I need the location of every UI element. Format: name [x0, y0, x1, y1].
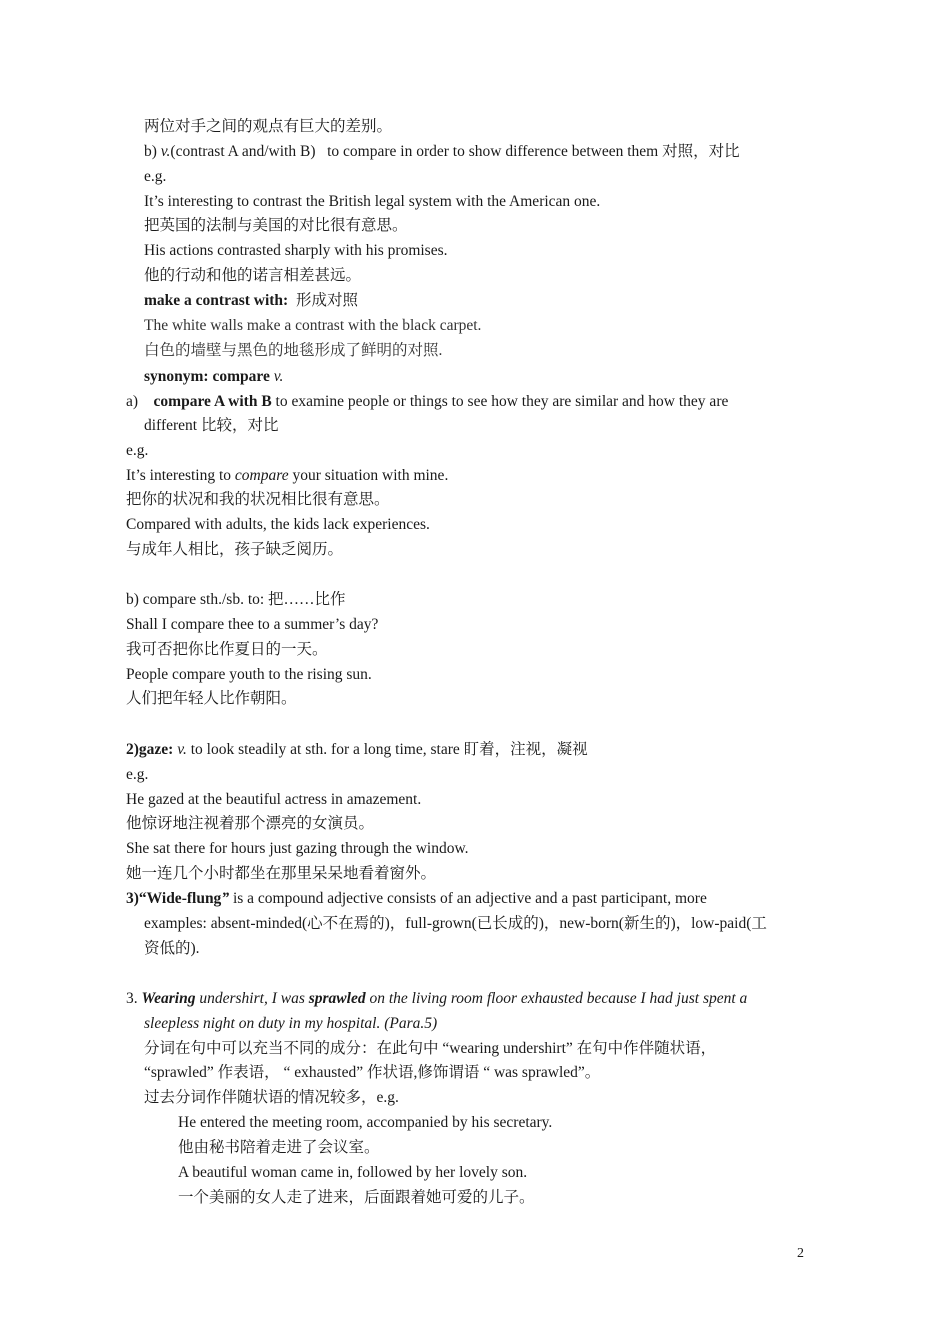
eg-label: e.g. [126, 766, 149, 783]
compare-example2-en: Compared with adults, the kids lack experiences. [126, 516, 430, 533]
compare-example1-cn: 把你的状况和我的状况相比很有意思。 [126, 491, 390, 508]
close-quote: ” [221, 890, 230, 907]
item3-note2: “sprawled” 作表语， “ exhausted” 作状语,修饰谓语 “ was sprawled”。 [144, 1064, 601, 1081]
contrast-verb-definition [144, 140, 740, 164]
eg-label: e.g. [126, 442, 149, 459]
headword: 2)gaze: [126, 741, 174, 758]
definition: to look steadily at sth. for a long time, stare 盯着，注视，凝视 [186, 741, 588, 758]
compare-b-definition: b) compare sth./sb. to: 把……比作 [126, 591, 346, 608]
page-number: 2 [797, 1246, 804, 1261]
keyword-sprawled: sprawled [308, 990, 366, 1007]
gaze-example1-cn: 他惊讶地注视着那个漂亮的女演员。 [126, 815, 375, 832]
item3-note3: 过去分词作伴随状语的情况较多，e.g. [144, 1089, 399, 1106]
synonym: synonym: compare [144, 368, 270, 385]
wideflung-line1 [126, 887, 707, 911]
number: 3. [126, 990, 142, 1007]
compare-example2-cn: 与成年人相比，孩子缺乏阅历。 [126, 541, 344, 558]
contrast-example1-en: It’s interesting to contrast the British legal system with the American one. [144, 193, 601, 210]
contrast-example2-en: His actions contrasted sharply with his promises. [144, 242, 448, 259]
label: a) [126, 393, 139, 410]
compare-a-definition [126, 390, 728, 414]
text: undershirt, I was [195, 990, 309, 1007]
wideflung-line2: examples: absent-minded(心不在焉的)，full-grown(已长成的)，new-born(新生的)，low-paid(工 [144, 915, 767, 932]
label: b) [144, 143, 161, 160]
item3-sentence [126, 987, 747, 1011]
definition: to compare in order to show difference between them 对照，对比 [327, 143, 740, 160]
phrase-cn: 形成对照 [295, 292, 358, 309]
synonym-pos: v. [273, 368, 284, 385]
item3-example1-cn: 他由秘书陪着走进了会议室。 [178, 1139, 380, 1156]
contrast-example0-cn: 两位对手之间的观点有巨大的差别。 [144, 118, 393, 135]
compare-example3-cn: 我可否把你比作夏日的一天。 [126, 641, 328, 658]
item3-note1: 分词在句中可以充当不同的成分：在此句中 “wearing undershirt” 在句中作伴随状语， [144, 1040, 717, 1057]
pos: v. [177, 741, 187, 758]
text: on the living room floor exhausted because I had just spent a [365, 990, 748, 1007]
gaze-example1-en: He gazed at the beautiful actress in amazement. [126, 791, 422, 808]
compare-a-definition-cont: different 比较，对比 [144, 417, 279, 434]
item3-example1-en: He entered the meeting room, accompanied by his secretary. [178, 1114, 553, 1131]
gaze-example2-cn: 她一连几个小时都坐在那里呆呆地看着窗外。 [126, 865, 437, 882]
compare-example4-en: People compare youth to the rising sun. [126, 666, 372, 683]
contrast-example3-en: The white walls make a contrast with the black carpet. [144, 317, 482, 334]
gaze-example2-en: She sat there for hours just gazing through the window. [126, 840, 469, 857]
eg-label: e.g. [144, 168, 167, 185]
item3-example2-cn: 一个美丽的女人走了进来，后面跟着她可爱的儿子。 [178, 1189, 535, 1206]
definition: to examine people or things to see how they are similar and how they are [275, 393, 729, 410]
contrast-phrase [144, 289, 358, 313]
compare-example3-en: Shall I compare thee to a summer’s day? [126, 616, 379, 633]
keyword-wearing: Wearing [141, 990, 196, 1007]
contrast-example1-cn: 把英国的法制与美国的对比很有意思。 [144, 217, 408, 234]
text: your situation with mine. [288, 467, 449, 484]
text: It’s interesting to [126, 467, 235, 484]
emphasis: compare [234, 467, 289, 484]
phrase: make a contrast with: [144, 292, 289, 309]
synonym-line [144, 365, 283, 389]
pattern: (contrast A and/with B) [170, 143, 316, 160]
gaze-definition [126, 738, 588, 762]
phrase: compare A with B [153, 393, 272, 410]
contrast-example3-cn: 白色的墙壁与黑色的地毯形成了鲜明的对照. [144, 342, 443, 359]
pos: v. [160, 143, 171, 160]
item3-example2-en: A beautiful woman came in, followed by her lovely son. [178, 1164, 528, 1181]
wideflung-line3: 资低的). [144, 940, 200, 957]
headword: 3)“Wide-flung [126, 890, 222, 907]
item3-sentence-cont: sleepless night on duty in my hospital. (Para.5) [144, 1015, 438, 1032]
contrast-example2-cn: 他的行动和他的诺言相差甚远。 [144, 267, 362, 284]
text: is a compound adjective consists of an adjective and a past participant, more [229, 890, 707, 907]
compare-example4-cn: 人们把年轻人比作朝阳。 [126, 690, 297, 707]
compare-example1-en [126, 464, 448, 488]
